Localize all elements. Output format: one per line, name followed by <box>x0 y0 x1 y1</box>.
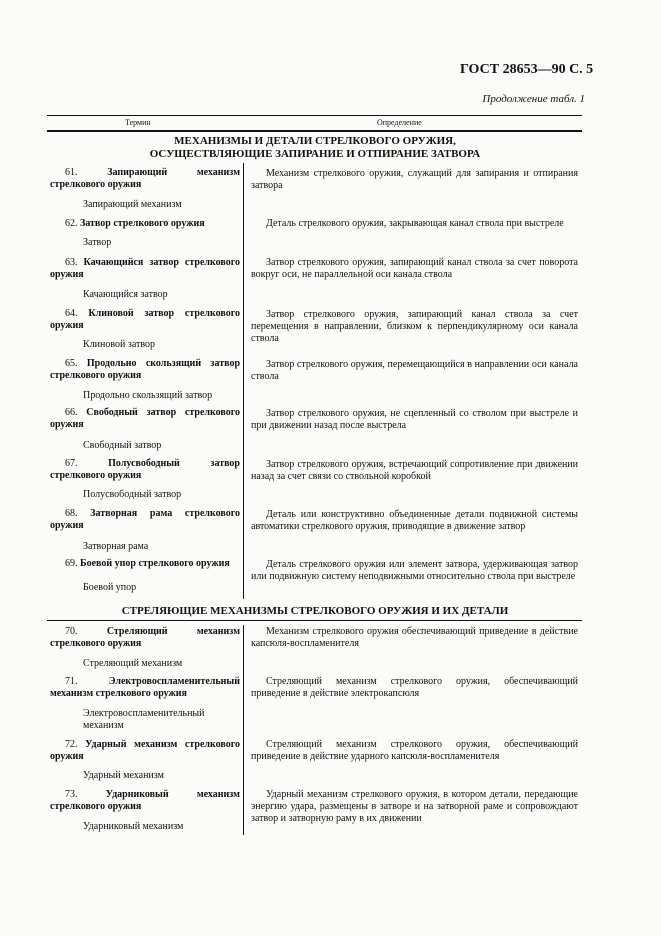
table-row-term <box>50 257 240 281</box>
term-synonym: Запирающий механизм <box>83 199 182 210</box>
term-definition: Стреляющий механизм стрелкового оружия, обеспечивающий приведение в действие ударного капсюля-воспламенителя <box>251 739 578 762</box>
term-synonym: Затвор <box>83 237 112 248</box>
term-synonym: Продольно скользящий затвор <box>83 390 213 401</box>
term-synonym: Полусвободный затвор <box>83 489 182 500</box>
term-number: 65. <box>65 358 78 369</box>
column-divider <box>243 625 244 835</box>
column-header-row <box>47 116 582 130</box>
term-text: Качающийся затвор стрелкового оружия <box>50 257 241 280</box>
term-number: 63. <box>65 257 78 268</box>
document-header: ГОСТ 28653—90 С. 5 <box>460 62 594 77</box>
table-row-term <box>50 308 240 332</box>
table-row-term <box>50 508 240 532</box>
column-divider <box>243 163 244 599</box>
term-definition: Стреляющий механизм стрелкового оружия, обеспечивающий приведение в действие электрокапсюля <box>251 676 578 699</box>
term-number: 61. <box>65 167 78 178</box>
term-number: 71. <box>65 676 78 687</box>
term-text: Запирающий механизм стрелкового оружия <box>50 167 240 190</box>
term-text: Продольно скользящий затвор стрелкового оружия <box>50 358 241 381</box>
term-definition: Затвор стрелкового оружия, не сцепленный со стволом при выстреле и при движении назад после выстрела <box>251 408 578 431</box>
section-rule <box>47 620 582 621</box>
column-header-definition: Определение <box>377 118 422 127</box>
term-definition: Ударный механизм стрелкового оружия, в котором детали, передающие энергию удара, размещены в затворе и на затворной раме и сопровождают затвор и затворную раму в их движении <box>251 789 578 824</box>
term-synonym: Клиновой затвор <box>83 339 156 350</box>
table-continuation-note: Продолжение табл. 1 <box>482 93 585 105</box>
table-row-term <box>50 167 240 191</box>
term-definition: Затвор стрелкового оружия, перемещающийся в направлении оси канала ствола <box>251 359 578 382</box>
term-text: Затвор стрелкового оружия <box>80 218 205 229</box>
term-definition: Механизм стрелкового оружия, служащий для запирания и отпирания затвора <box>251 168 578 191</box>
term-number: 70. <box>65 626 78 637</box>
term-number: 68. <box>65 508 78 519</box>
term-synonym: Свободный затвор <box>83 440 162 451</box>
table-row-term <box>50 358 240 382</box>
column-header-rule <box>47 130 582 132</box>
term-definition: Деталь стрелкового оружия, закрывающая канал ствола при выстреле <box>266 218 564 229</box>
table-row-term <box>50 218 240 230</box>
term-number: 72. <box>65 739 78 750</box>
term-text: Электровоспламенительный механизм стрелкового оружия <box>50 676 240 699</box>
table-row-term <box>50 739 240 763</box>
table-row-term <box>50 626 240 650</box>
term-synonym: Качающийся затвор <box>83 289 168 300</box>
term-text: Свободный затвор стрелкового оружия <box>50 407 240 430</box>
section-title: МЕХАНИЗМЫ И ДЕТАЛИ СТРЕЛКОВОГО ОРУЖИЯ, ОСУЩЕСТВЛЯЮЩИЕ ЗАПИРАНИЕ И ОТПИРАНИЕ ЗАТВОРА <box>149 135 481 160</box>
term-definition: Затвор стрелкового оружия, запирающий канал ствола за счет поворота вокруг оси, не параллельной оси канала ствола <box>251 257 578 280</box>
table-row-term <box>50 458 240 482</box>
term-number: 67. <box>65 458 78 469</box>
column-header-term: Термин <box>125 118 151 127</box>
term-synonym: Затворная рама <box>83 541 149 552</box>
term-number: 64. <box>65 308 78 319</box>
term-number: 62. <box>65 218 78 229</box>
table-row-term <box>50 676 240 700</box>
term-text: Боевой упор стрелкового оружия <box>80 558 230 569</box>
term-text: Клиновой затвор стрелкового оружия <box>50 308 240 331</box>
term-text: Затворная рама стрелкового оружия <box>50 508 240 531</box>
term-synonym: Боевой упор <box>83 582 137 593</box>
term-definition: Деталь стрелкового оружия или элемент затвора, удерживающая затвор или подвижную систему неподвижными относительно ствола при выстреле <box>251 559 578 582</box>
term-definition: Затвор стрелкового оружия, запирающий канал ствола за счет перемещения в направлении, близком к перпендикулярному оси канала ствола <box>251 309 578 344</box>
term-number: 69. <box>65 558 78 569</box>
term-synonym: Ударниковый механизм <box>83 821 184 832</box>
term-synonym: Электровоспламенительный механизм <box>83 708 205 731</box>
table-row-term <box>50 558 240 570</box>
table-row-term <box>50 789 240 813</box>
table-row-term <box>50 407 240 431</box>
term-synonym: Ударный механизм <box>83 770 164 781</box>
term-text: Ударниковый механизм стрелкового оружия <box>50 789 240 812</box>
term-definition: Механизм стрелкового оружия обеспечивающий приведение в действие капсюля-воспламенителя <box>251 626 578 649</box>
term-number: 66. <box>65 407 78 418</box>
term-number: 73. <box>65 789 78 800</box>
term-synonym: Стреляющий механизм <box>83 658 183 669</box>
term-text: Ударный механизм стрелкового оружия <box>50 739 241 762</box>
section-title: СТРЕЛЯЮЩИЕ МЕХАНИЗМЫ СТРЕЛКОВОГО ОРУЖИЯ И ИХ ДЕТАЛИ <box>121 605 509 617</box>
term-text: Стреляющий механизм стрелкового оружия <box>50 626 240 649</box>
term-text: Полусвободный затвор стрелкового оружия <box>50 458 240 481</box>
term-definition: Затвор стрелкового оружия, встречающий сопротивление при движении назад за счет связи со ствольной коробкой <box>251 459 578 482</box>
term-definition: Деталь или конструктивно объединенные детали подвижной системы автоматики стрелкового оружия, приводящие в движение затвор <box>251 509 578 532</box>
